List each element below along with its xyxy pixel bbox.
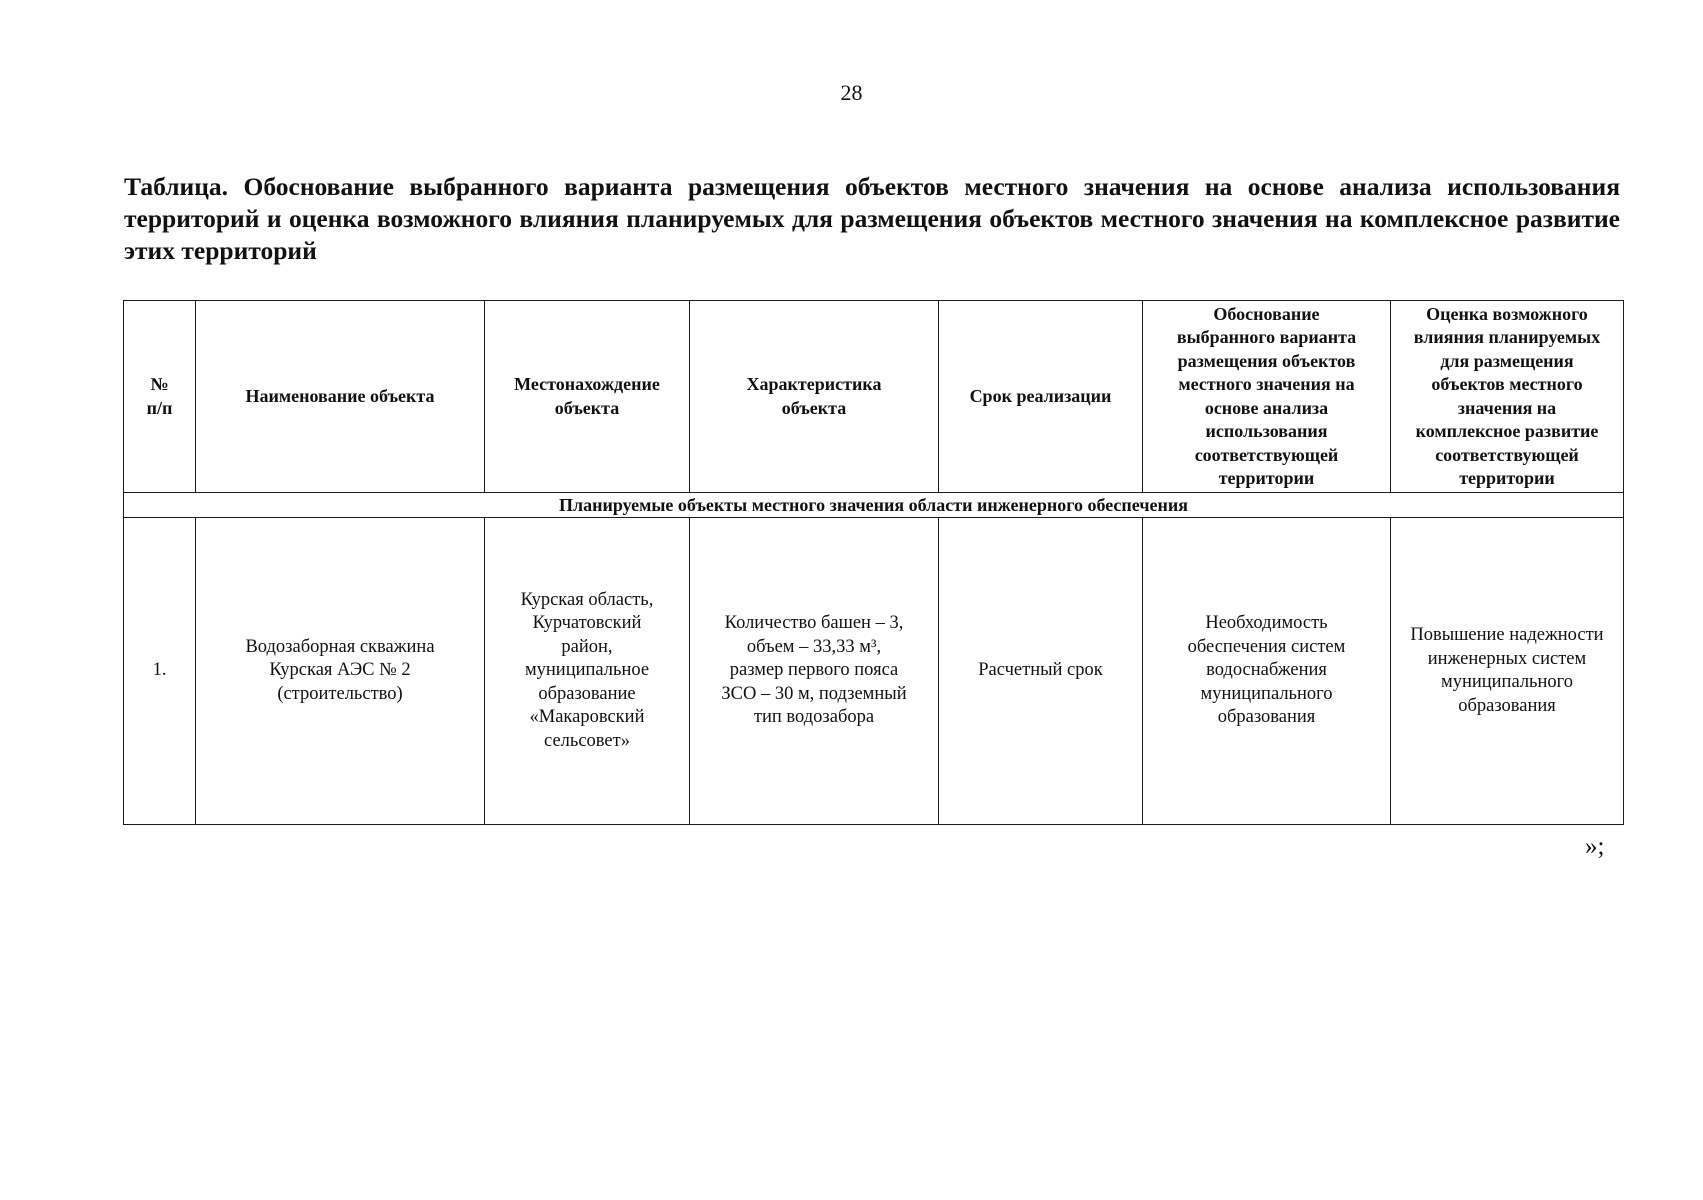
closing-quote-mark: »; [1585, 833, 1605, 860]
header-characteristic: Характеристика объекта [690, 301, 939, 493]
section-title: Планируемые объекты местного значения области инженерного обеспечения [124, 493, 1624, 518]
cell-justification: Необходимость обеспечения систем водоснабжения муниципального образования [1143, 518, 1391, 825]
table-row [124, 518, 1624, 825]
cell-impact: Повышение надежности инженерных систем муниципального образования [1391, 518, 1624, 825]
header-location: Местонахождение объекта [485, 301, 690, 493]
cell-location: Курская область, Курчатовский район, муниципальное образование «Макаровский сельсовет» [485, 518, 690, 825]
cell-name: Водозаборная скважина Курская АЭС № 2 (строительство) [196, 518, 485, 825]
table-section-row [124, 493, 1624, 518]
header-justification: Обоснование выбранного варианта размещения объектов местного значения на основе анализа использования соответствующей территории [1143, 301, 1391, 493]
table-header-row [124, 301, 1624, 493]
header-number: № п/п [124, 301, 196, 493]
cell-period: Расчетный срок [939, 518, 1143, 825]
cell-number: 1. [124, 518, 196, 825]
cell-characteristic: Количество башен – 3, объем – 33,33 м³, размер первого пояса ЗСО – 30 м, подземный тип водозабора [690, 518, 939, 825]
table-title: Таблица. Обоснование выбранного варианта размещения объектов местного значения на основе анализа использования территорий и оценка возможного влияния планируемых для размещения объектов местного значения на комплексное развитие этих территорий [124, 172, 1620, 265]
header-name: Наименование объекта [196, 301, 485, 493]
justification-table [123, 300, 1624, 825]
header-impact: Оценка возможного влияния планируемых для размещения объектов местного значения на комплексное развитие соответствующей территории [1391, 301, 1624, 493]
page-number: 28 [840, 80, 863, 105]
header-period: Срок реализации [939, 301, 1143, 493]
